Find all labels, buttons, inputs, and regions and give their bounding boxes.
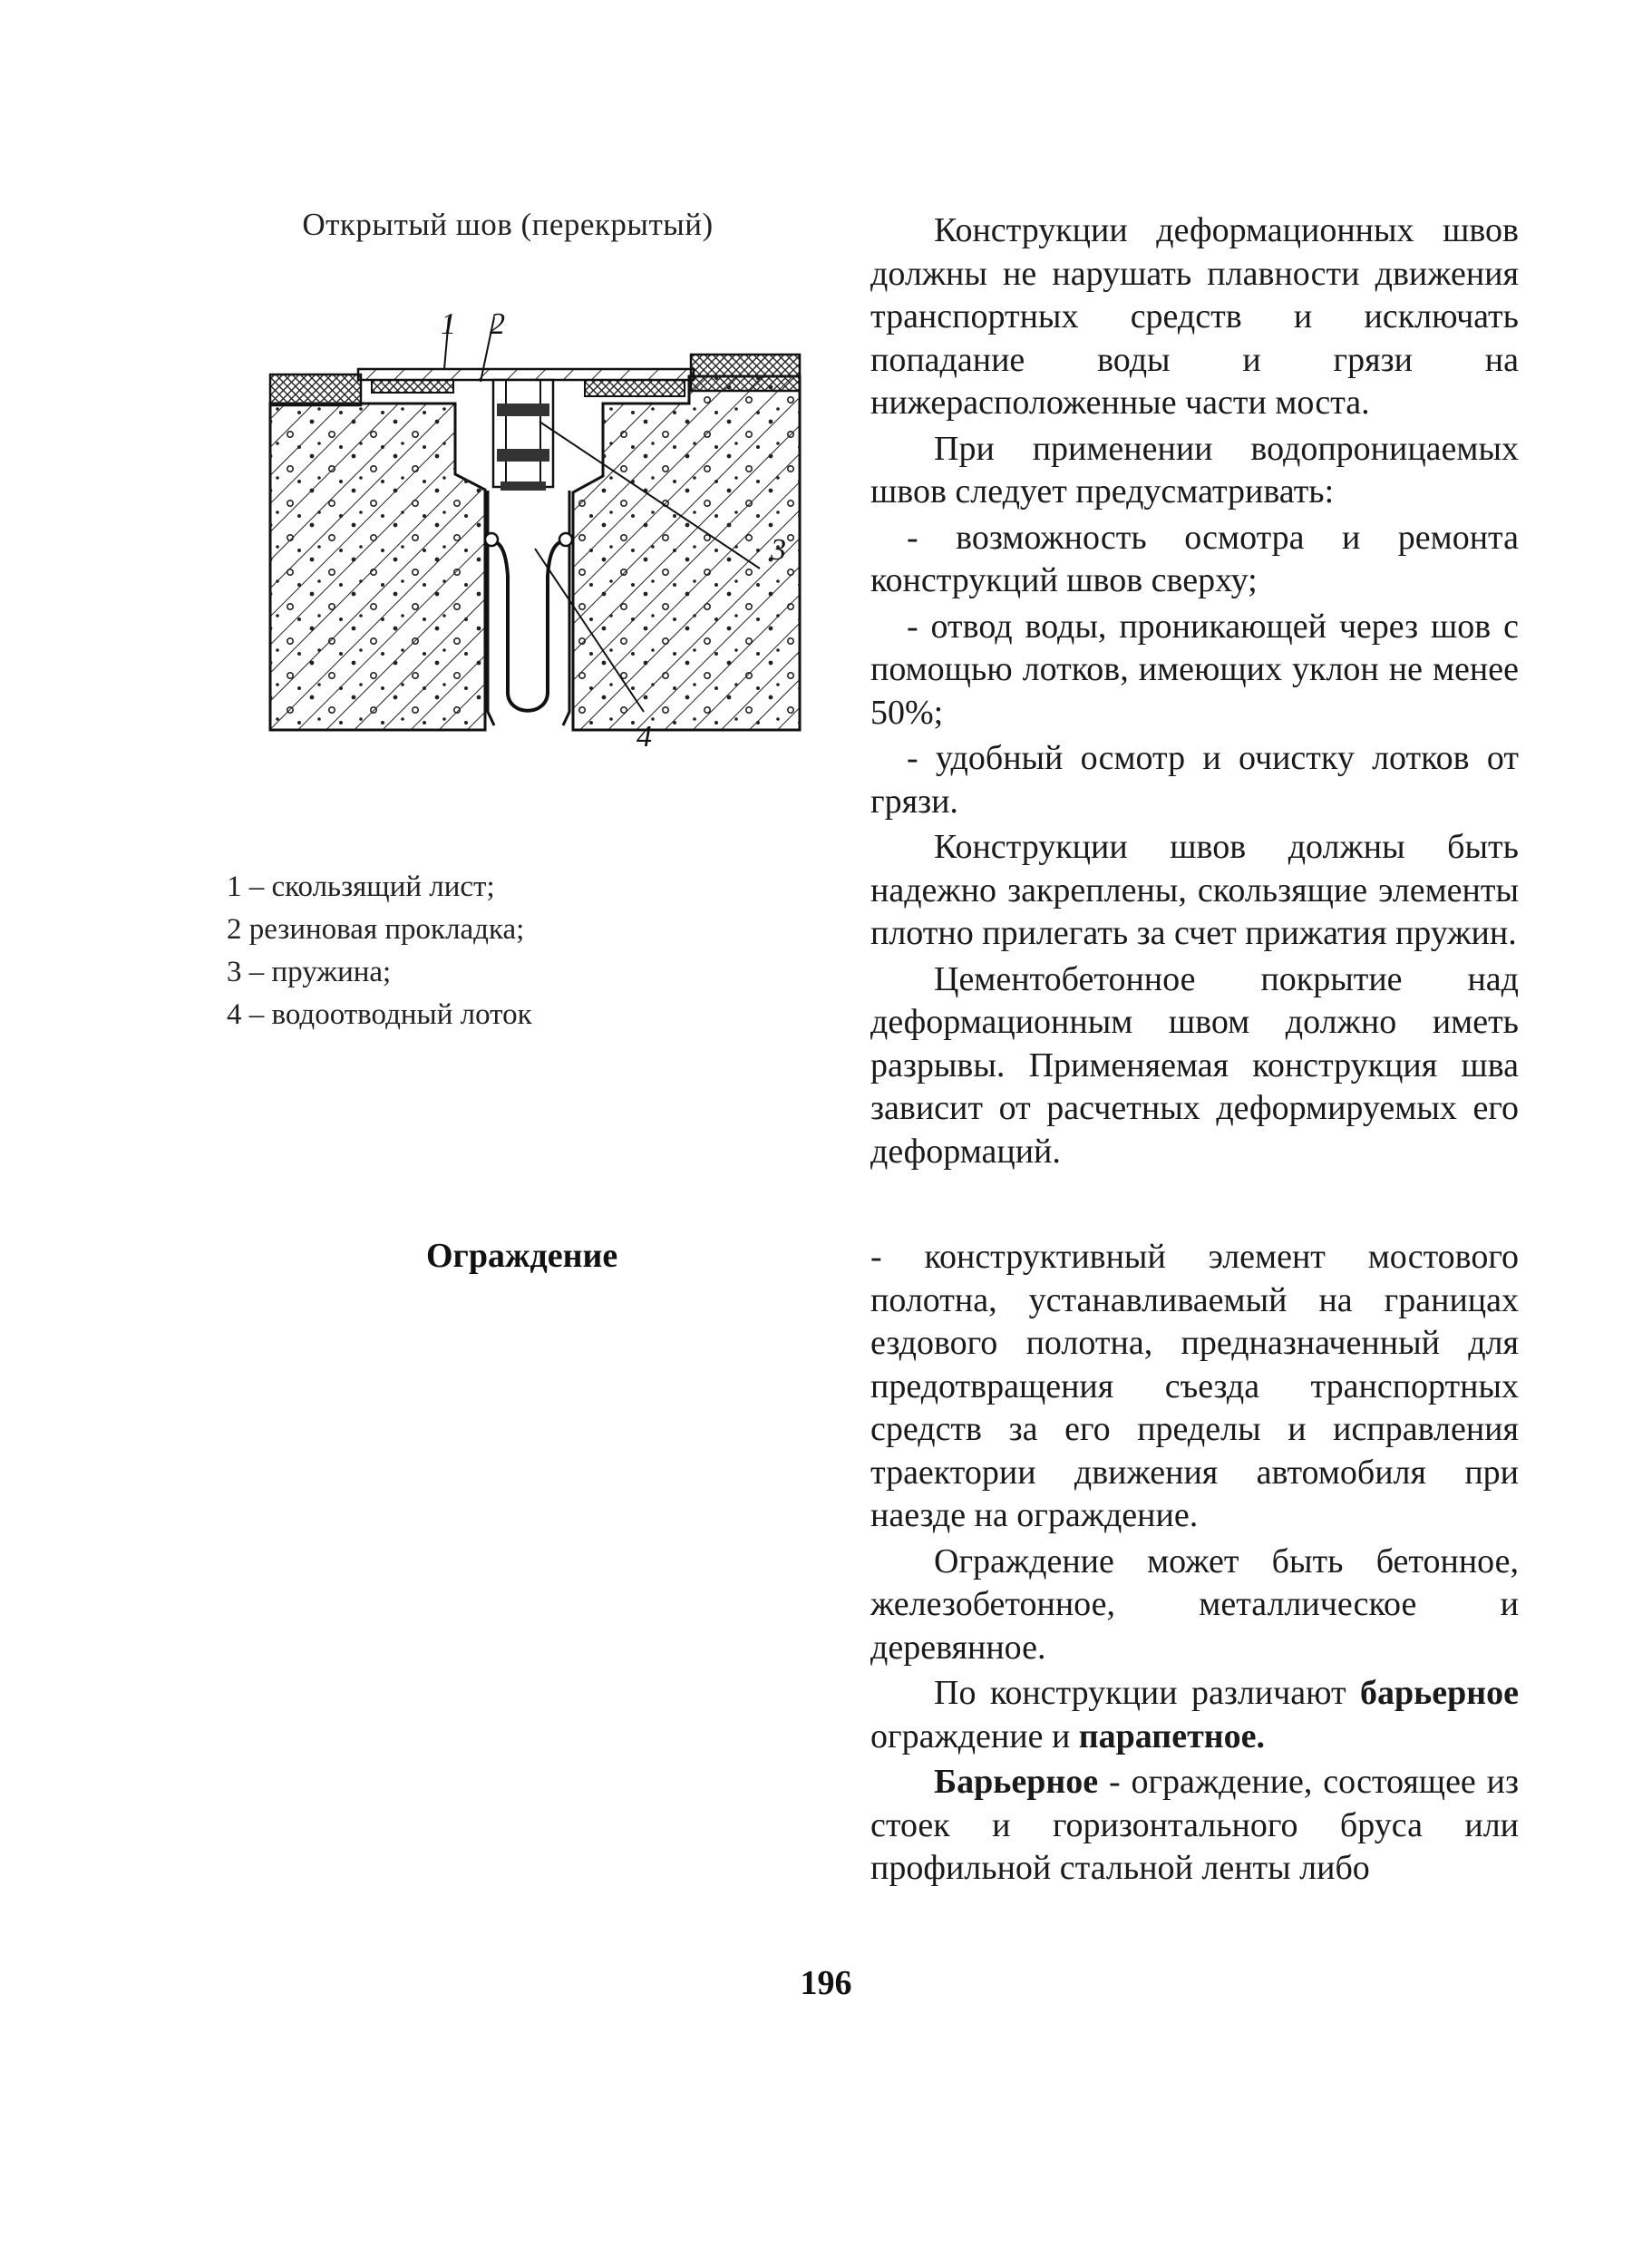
fencing-text [870, 1236, 1519, 1893]
list-item: - возможность осмотра и ремонта конструкций швов сверху; [870, 518, 1519, 599]
list-item: - удобный осмотр и очистку лотков от грязи. [870, 739, 1519, 821]
callout-2: 2 [490, 313, 505, 342]
paragraph [870, 1761, 1519, 1891]
legend-item: 2 резиновая прокладка; [227, 913, 525, 946]
bold-term: барьерное [1360, 1674, 1519, 1712]
legend-item: 1 – скользящий лист; [227, 870, 495, 903]
text-run: - ограждение, состоящее из стоек и горизонтального бруса или профильной стальной ленты либо [870, 1763, 1519, 1887]
bolt-assembly [493, 380, 553, 487]
callout-3: 3 [771, 533, 786, 567]
figure-title: Открытый шов (перекрытый) [302, 207, 714, 242]
bold-term: Барьерное [934, 1763, 1099, 1801]
text-run: ограждение и [870, 1717, 1079, 1755]
callout-1: 1 [441, 313, 456, 342]
definition: - конструктивный элемент мостового полотна, устанавливаемый на границах ездового полотна, предназначенный для предотвращения съезда транспортных средств за его пределы и исправления траектории движения автомобиля при наезде на ограждение. [870, 1238, 1519, 1534]
joints-text [870, 209, 1519, 1176]
sliding-plate [358, 369, 694, 380]
paragraph: При применении водопроницаемых швов следует предусматривать: [870, 429, 1519, 511]
callout-4: 4 [637, 720, 652, 754]
term-heading: Ограждение [426, 1237, 618, 1275]
paragraph: Конструкции швов должны быть надежно закреплены, скользящие элементы плотно прилегать за счет прижатия пружин. [870, 828, 1519, 952]
legend-item: 3 – пружина; [227, 956, 392, 988]
paragraph: Цементобетонное покрытие над деформационным швом должно иметь разрывы. Применяемая конструкция шва зависит от расчетных деформируемых его деформаций. [870, 959, 1519, 1171]
page-number: 196 [800, 1964, 852, 2002]
expansion-joint-figure [263, 313, 825, 766]
paragraph [870, 1672, 1519, 1758]
list-item: - отвод воды, проникающей через шов с помощью лотков, имеющих уклон не менее 50%; [870, 607, 1519, 732]
figure-legend [227, 866, 734, 1036]
legend-item: 4 – водоотводный лоток [227, 998, 532, 1031]
paragraph: Ограждение может быть бетонное, железобетонное, металлическое и деревянное. [870, 1541, 1519, 1667]
left-surfacing [270, 374, 361, 405]
rubber-gasket [585, 380, 685, 396]
text-run: По конструкции различают [934, 1674, 1360, 1712]
right-surfacing [691, 355, 800, 391]
drain-tray [490, 540, 568, 711]
paragraph: Конструкции деформационных швов должны не нарушать плавности движения транспортных средств и исключать попадание воды и грязи на нижерасположенные части моста. [870, 211, 1519, 422]
bold-term: парапетное. [1078, 1717, 1265, 1755]
